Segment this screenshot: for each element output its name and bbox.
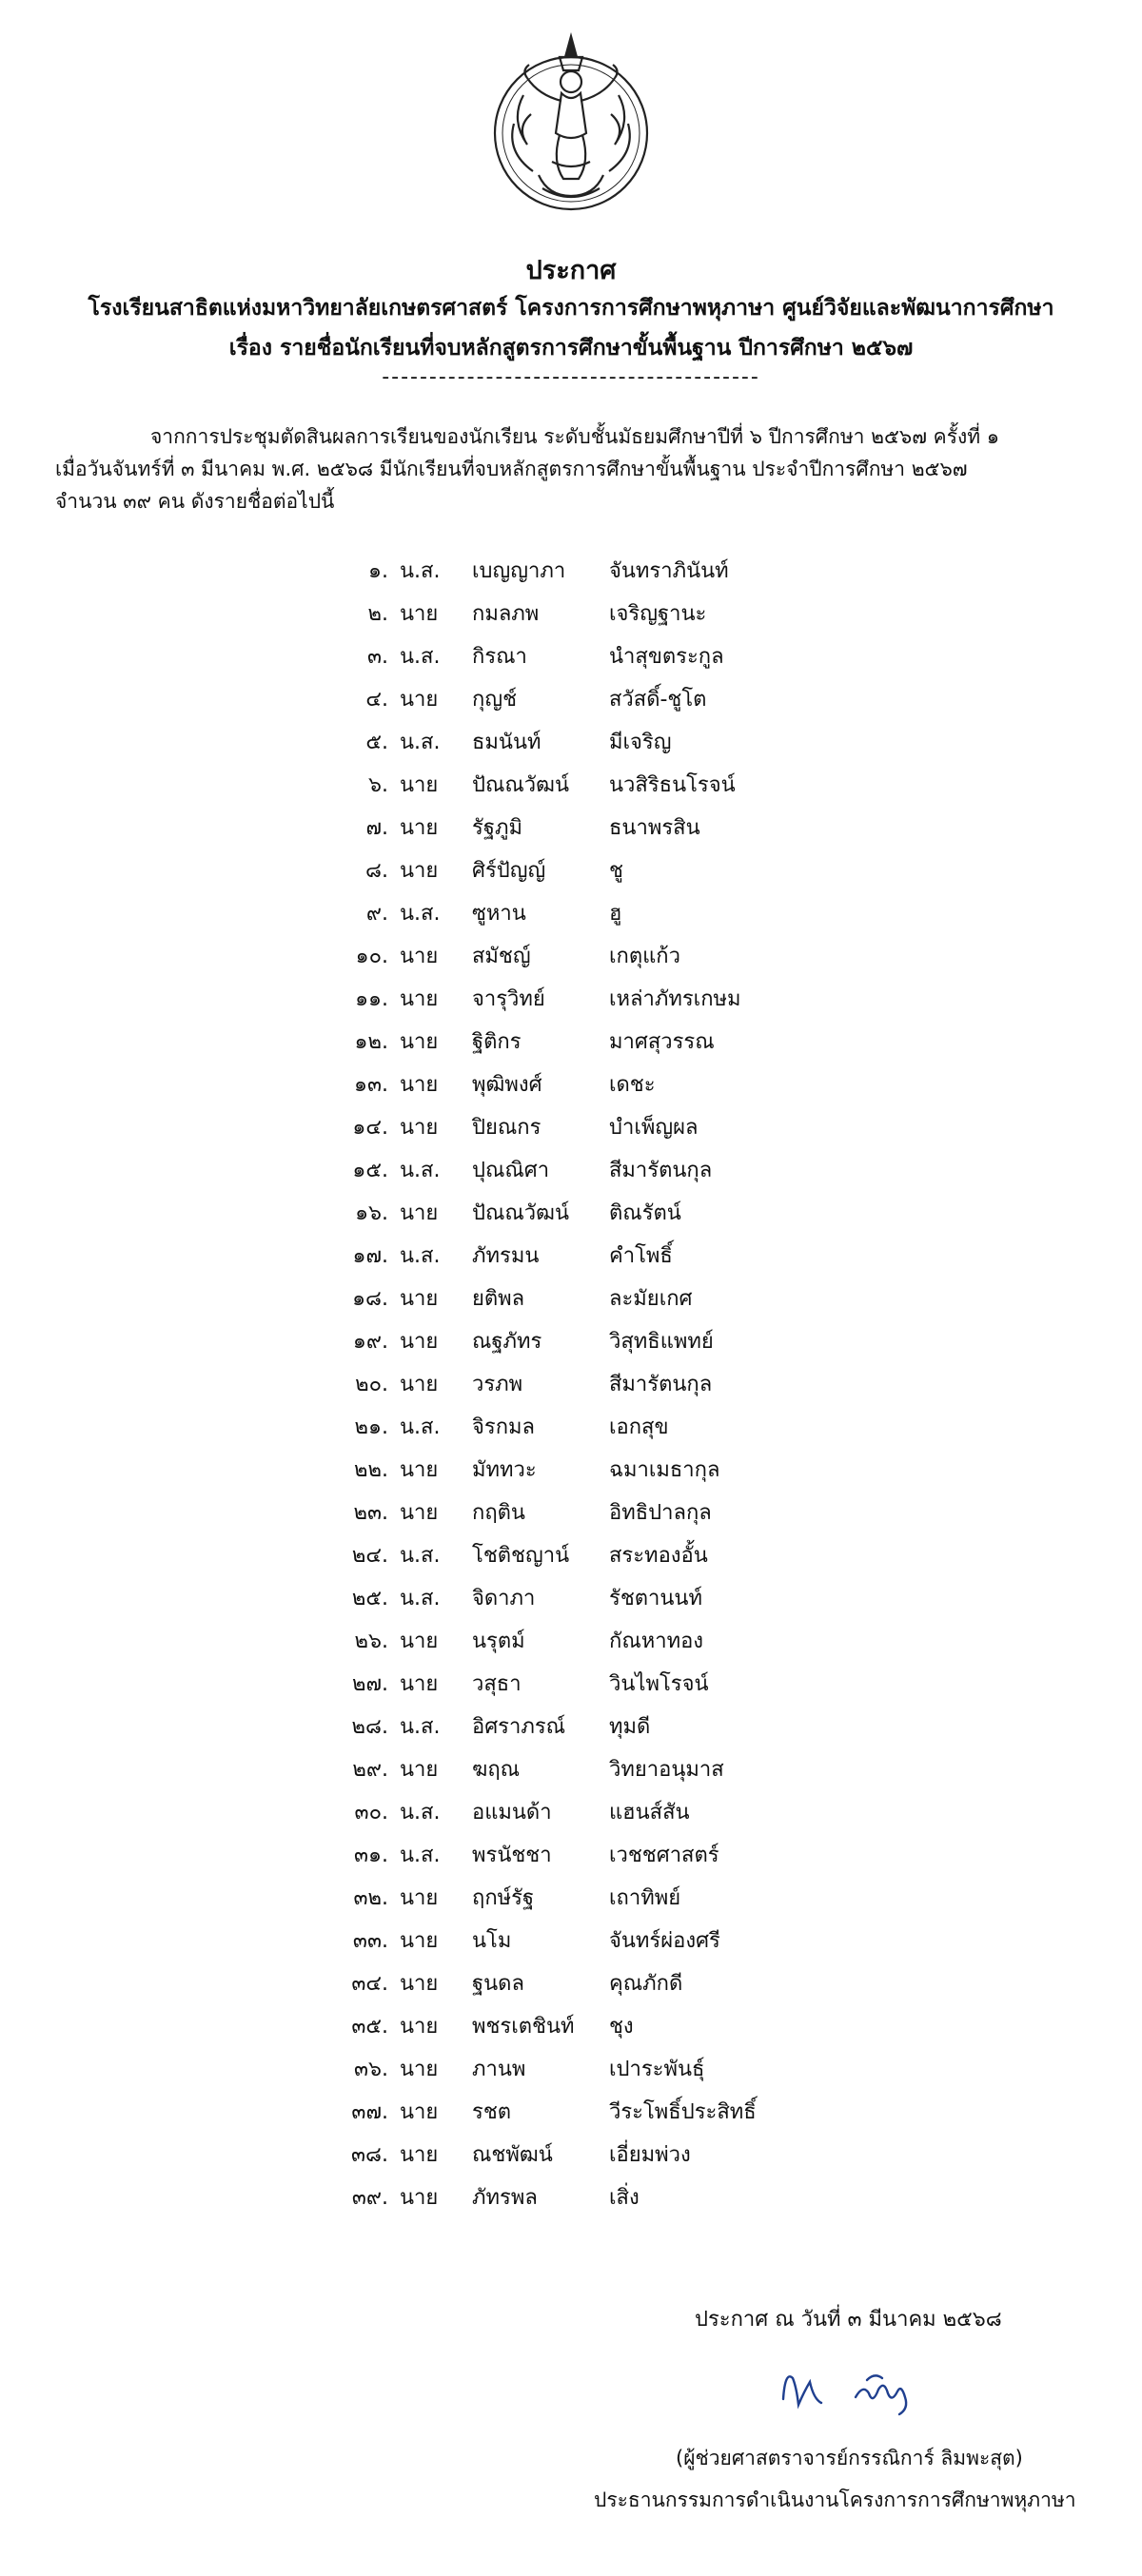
student-last-name: เวชชศาสตร์ — [609, 1844, 719, 1867]
intro-line-3: จำนวน ๓๙ คน ดังรายชื่อต่อไปนี้ — [55, 490, 335, 513]
student-first-name: ศิร์ปัญญ์ — [472, 859, 546, 883]
student-first-name: กิรณา — [472, 645, 527, 669]
student-title: น.ส. — [400, 1415, 441, 1439]
student-row — [324, 2048, 895, 2091]
student-first-name: อแมนด้า — [472, 1801, 552, 1825]
signer-position: ประธานกรรมการดำเนินงานโครงการการศึกษาพหุภาษา — [594, 2488, 1076, 2511]
student-row — [324, 550, 895, 593]
student-number: ๓๙. — [351, 2186, 388, 2210]
student-first-name: จิดาภา — [472, 1587, 536, 1610]
student-number: ๒๔. — [351, 1544, 388, 1568]
student-number: ๓๓. — [352, 1929, 388, 1953]
student-last-name: ฉมาเมธากุล — [609, 1458, 720, 1482]
student-title: นาย — [400, 1501, 439, 1525]
student-last-name: เหล่าภัทรเกษม — [609, 987, 741, 1011]
student-first-name: จิรกมล — [472, 1415, 536, 1439]
student-first-name: เบญญาภา — [472, 559, 566, 583]
student-number: ๒๐. — [355, 1373, 388, 1396]
student-row — [324, 1620, 895, 1663]
student-row — [324, 1834, 895, 1877]
student-number: ๑๘. — [352, 1287, 388, 1311]
student-row — [324, 2091, 895, 2134]
announcement-date: ประกาศ ณ วันที่ ๓ มีนาคม ๒๕๖๘ — [695, 2308, 1002, 2332]
student-first-name: ฐิติกร — [472, 1030, 522, 1054]
student-number: ๑๐. — [355, 945, 388, 968]
student-first-name: ณชพัฒน์ — [472, 2143, 553, 2167]
student-row — [324, 1278, 895, 1320]
student-first-name: ยติพล — [472, 1287, 525, 1311]
student-first-name: ฤกษ์รัฐ — [472, 1886, 535, 1910]
student-title: นาย — [400, 2186, 439, 2210]
student-row — [324, 1877, 895, 1920]
student-number: ๒๑. — [354, 1415, 388, 1439]
student-title: นาย — [400, 1929, 439, 1953]
student-row — [324, 2176, 895, 2219]
student-first-name: ณฐภัทร — [472, 1330, 542, 1354]
student-first-name: อิศราภรณ์ — [472, 1715, 566, 1739]
student-first-name: กฤติน — [472, 1501, 525, 1525]
student-first-name: วสุธา — [472, 1672, 522, 1696]
student-number: ๑๕. — [352, 1159, 388, 1182]
student-row — [324, 1021, 895, 1064]
student-last-name: คุณภักดี — [609, 1972, 683, 1996]
student-title: นาย — [400, 1458, 439, 1482]
student-row — [324, 635, 895, 678]
student-last-name: เปาระพันธุ์ — [609, 2058, 705, 2081]
student-row — [324, 892, 895, 935]
student-first-name: ฆฤณ — [472, 1758, 521, 1782]
student-number: ๔. — [365, 688, 388, 712]
student-first-name: กมลภพ — [472, 602, 540, 626]
student-last-name: วินไพโรจน์ — [609, 1672, 709, 1696]
student-title: นาย — [400, 1030, 439, 1054]
student-row — [324, 1748, 895, 1791]
student-row — [324, 1492, 895, 1534]
student-title: นาย — [400, 2100, 439, 2124]
student-title: น.ส. — [400, 1844, 441, 1867]
student-number: ๒๘. — [351, 1715, 388, 1739]
student-number: ๘. — [365, 859, 388, 883]
student-title: นาย — [400, 1630, 439, 1653]
student-number: ๑๙. — [352, 1330, 388, 1354]
student-number: ๓๕. — [351, 2015, 388, 2039]
student-number: ๒๖. — [354, 1630, 388, 1653]
student-first-name: ฐนดล — [472, 1972, 524, 1996]
student-number: ๑๔. — [352, 1116, 388, 1140]
student-first-name: มัททวะ — [472, 1458, 537, 1482]
student-first-name: ปัณณวัฒน์ — [472, 773, 570, 797]
student-row — [324, 1449, 895, 1492]
student-number: ๒๗. — [351, 1672, 388, 1696]
student-row — [324, 1577, 895, 1620]
student-last-name: เอกสุข — [609, 1415, 669, 1439]
student-title: น.ส. — [400, 1715, 441, 1739]
student-last-name: วีระโพธิ์ประสิทธิ์ — [609, 2100, 757, 2124]
student-first-name: พุฒิพงศ์ — [472, 1073, 542, 1097]
student-first-name: นโม — [472, 1929, 512, 1953]
student-title: นาย — [400, 602, 439, 626]
student-number: ๑๓. — [354, 1073, 388, 1097]
student-title: นาย — [400, 1073, 439, 1097]
student-row — [324, 1235, 895, 1278]
student-title: นาย — [400, 1758, 439, 1782]
student-title: นาย — [400, 945, 439, 968]
student-last-name: นวสิริธนโรจน์ — [609, 773, 736, 797]
student-title: น.ส. — [400, 1587, 441, 1610]
student-title: นาย — [400, 1201, 439, 1225]
student-row — [324, 721, 895, 764]
student-number: ๒๒. — [354, 1458, 388, 1482]
student-first-name: พรนัชชา — [472, 1844, 552, 1867]
student-title: นาย — [400, 859, 439, 883]
student-row — [324, 1962, 895, 2005]
student-title: นาย — [400, 2015, 439, 2039]
student-last-name: นำสุขตระกูล — [609, 645, 724, 669]
student-last-name: เถาทิพย์ — [609, 1886, 681, 1910]
student-title: นาย — [400, 1672, 439, 1696]
student-number: ๓๗. — [351, 2100, 388, 2124]
divider-rule: ---------------------------------------- — [382, 365, 760, 389]
student-title: นาย — [400, 1330, 439, 1354]
student-last-name: ฮู — [609, 902, 622, 926]
student-first-name: พชรเตชินท์ — [472, 2015, 575, 2039]
signer-name: (ผู้ช่วยศาสตราจารย์กรรณิการ์ ลิมพะสุต) — [676, 2447, 1023, 2469]
student-number: ๖. — [368, 773, 388, 797]
student-list — [324, 550, 895, 2219]
student-last-name: มาศสุวรรณ — [609, 1030, 715, 1054]
student-number: ๕. — [365, 731, 388, 754]
student-last-name: สีมารัตนกุล — [609, 1373, 713, 1396]
student-last-name: รัชตานนท์ — [609, 1587, 702, 1610]
student-first-name: รชต — [472, 2100, 512, 2124]
student-first-name: ภานพ — [472, 2058, 526, 2081]
student-first-name: กุญช์ — [472, 688, 517, 712]
student-first-name: ปิยณกร — [472, 1116, 541, 1140]
student-number: ๒๓. — [353, 1501, 388, 1525]
student-last-name: ติณรัตน์ — [609, 1201, 681, 1225]
intro-line-1: จากการประชุมตัดสินผลการเรียนของนักเรียน ระดับชั้นมัธยมศึกษาปีที่ ๖ ปีการศึกษา ๒๕๖๗ ครั้งที่ ๑ — [150, 425, 1000, 448]
university-emblem — [485, 29, 657, 219]
signature-image — [776, 2359, 937, 2426]
student-last-name: วิสุทธิแพทย์ — [609, 1330, 714, 1354]
student-title: นาย — [400, 2058, 439, 2081]
student-number: ๓๘. — [350, 2143, 388, 2167]
student-last-name: สระทองอั้น — [609, 1544, 708, 1568]
student-title: นาย — [400, 1287, 439, 1311]
student-title: น.ส. — [400, 1159, 441, 1182]
student-row — [324, 1363, 895, 1406]
student-last-name: เกตุแก้ว — [609, 945, 680, 968]
student-title: นาย — [400, 2143, 439, 2167]
intro-line-2: เมื่อวันจันทร์ที่ ๓ มีนาคม พ.ศ. ๒๕๖๘ มีนักเรียนที่จบหลักสูตรการศึกษาขั้นพื้นฐาน ประจำปีการศึกษา ๒๕๖๗ — [55, 458, 968, 480]
student-row — [324, 764, 895, 807]
student-first-name: ธมนันท์ — [472, 731, 541, 754]
organization-line: โรงเรียนสาธิตแห่งมหาวิทยาลัยเกษตรศาสตร์ โครงการการศึกษาพหุภาษา ศูนย์วิจัยและพัฒนาการศึกษา — [88, 296, 1054, 321]
student-first-name: ปุณณิศา — [472, 1159, 550, 1182]
student-last-name: เจริญฐานะ — [609, 602, 707, 626]
student-last-name: ธนาพรสิน — [609, 816, 700, 840]
student-first-name: วรภพ — [472, 1373, 523, 1396]
student-title: น.ส. — [400, 559, 441, 583]
intro-paragraph — [55, 420, 1107, 517]
student-row — [324, 1106, 895, 1149]
student-row — [324, 593, 895, 635]
student-last-name: เสิ่ง — [609, 2186, 640, 2210]
student-number: ๓๖. — [354, 2058, 388, 2081]
student-title: น.ส. — [400, 645, 441, 669]
student-first-name: ซูหาน — [472, 902, 526, 926]
student-row — [324, 1192, 895, 1235]
student-last-name: สวัสดิ์-ชูโต — [609, 688, 707, 712]
student-title: นาย — [400, 1886, 439, 1910]
student-last-name: วิทยาอนุมาส — [609, 1758, 724, 1782]
student-first-name: ปัณณวัฒน์ — [472, 1201, 570, 1225]
student-last-name: มีเจริญ — [609, 731, 672, 754]
student-row — [324, 2005, 895, 2048]
student-row — [324, 1064, 895, 1106]
student-number: ๓๑. — [354, 1844, 388, 1867]
student-row — [324, 1406, 895, 1449]
student-last-name: กัณหาทอง — [609, 1630, 704, 1653]
student-number: ๑๒. — [354, 1030, 388, 1054]
student-last-name: จันทร์ผ่องศรี — [609, 1929, 720, 1953]
student-title: นาย — [400, 1972, 439, 1996]
student-row — [324, 678, 895, 721]
student-row — [324, 1534, 895, 1577]
student-first-name: จารุวิทย์ — [472, 987, 545, 1011]
student-last-name: ละมัยเกศ — [609, 1287, 693, 1311]
student-row — [324, 1149, 895, 1192]
student-last-name: คำโพธิ์ — [609, 1244, 673, 1268]
student-number: ๒๕. — [351, 1587, 388, 1610]
student-first-name: ภัทรพล — [472, 2186, 538, 2210]
student-first-name: นรุตม์ — [472, 1630, 525, 1653]
student-last-name: ชู — [609, 859, 623, 883]
student-title: น.ส. — [400, 731, 441, 754]
student-title: นาย — [400, 773, 439, 797]
student-last-name: บำเพ็ญผล — [609, 1116, 699, 1140]
student-title: นาย — [400, 688, 439, 712]
student-row — [324, 978, 895, 1021]
student-number: ๓. — [366, 645, 388, 669]
student-last-name: ชุง — [609, 2015, 634, 2039]
student-number: ๑๗. — [352, 1244, 388, 1268]
announcement-title: ประกาศ — [525, 256, 617, 285]
student-number: ๓๐. — [354, 1801, 388, 1825]
student-title: น.ส. — [400, 1801, 441, 1825]
student-number: ๓๒. — [353, 1886, 388, 1910]
student-last-name: แฮนส์สัน — [609, 1801, 690, 1825]
student-title: นาย — [400, 816, 439, 840]
student-first-name: โชติชญาน์ — [472, 1544, 570, 1568]
student-last-name: เดชะ — [609, 1073, 656, 1097]
student-row — [324, 1706, 895, 1748]
student-number: ๗. — [365, 816, 388, 840]
student-number: ๑๑. — [355, 987, 388, 1011]
student-title: น.ส. — [400, 1544, 441, 1568]
student-number: ๓๔. — [351, 1972, 388, 1996]
student-last-name: ทุมดี — [609, 1715, 651, 1739]
student-number: ๒๙. — [352, 1758, 388, 1782]
student-last-name: อิทธิปาลกุล — [609, 1501, 712, 1525]
student-row — [324, 807, 895, 849]
student-number: ๑๖. — [355, 1201, 388, 1225]
subject-line: เรื่อง รายชื่อนักเรียนที่จบหลักสูตรการศึกษาขั้นพื้นฐาน ปีการศึกษา ๒๕๖๗ — [228, 336, 914, 361]
student-last-name: จันทราภินันท์ — [609, 559, 729, 583]
student-number: ๒. — [367, 602, 388, 626]
student-row — [324, 1791, 895, 1834]
student-last-name: เอี่ยมพ่วง — [609, 2143, 691, 2167]
student-first-name: ภัทรมน — [472, 1244, 540, 1268]
student-title: น.ส. — [400, 902, 441, 926]
student-last-name: สีมารัตนกุล — [609, 1159, 713, 1182]
student-title: นาย — [400, 1373, 439, 1396]
student-number: ๙. — [365, 902, 388, 926]
student-row — [324, 935, 895, 978]
student-title: นาย — [400, 1116, 439, 1140]
student-row — [324, 1663, 895, 1706]
student-number: ๑. — [368, 559, 388, 583]
student-first-name: สมัชญ์ — [472, 945, 531, 968]
student-title: นาย — [400, 987, 439, 1011]
student-row — [324, 1320, 895, 1363]
student-row — [324, 1920, 895, 1962]
student-row — [324, 849, 895, 892]
student-row — [324, 2134, 895, 2176]
student-title: น.ส. — [400, 1244, 441, 1268]
student-first-name: รัฐภูมิ — [472, 816, 522, 840]
